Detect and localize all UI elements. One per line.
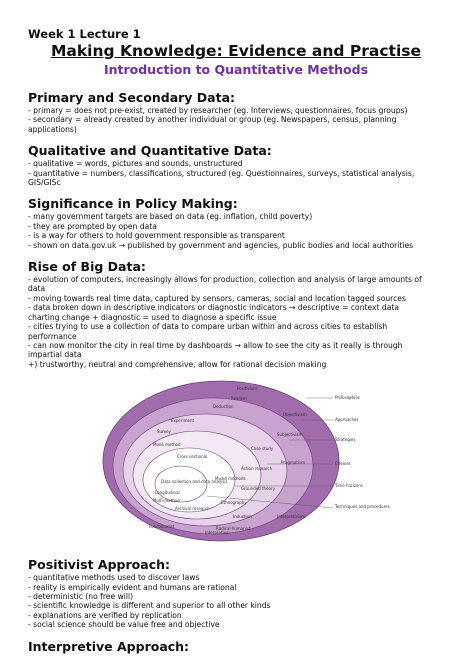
section-heading: Interpretive Approach: <box>28 638 190 654</box>
section-heading: Positivist Approach: <box>28 557 170 573</box>
label-archival-research: Archival research <box>175 506 210 512</box>
section-line: - scientific knowledge is different and superior to all other kinds <box>28 601 271 611</box>
section-qualitative-quantitative <box>28 143 444 187</box>
section-interpretive <box>28 639 444 654</box>
label-functionalist: Functionalist <box>149 524 175 530</box>
section-line: - moving towards real time data, captured by sensors, cameras, social and location tagged sources <box>28 293 406 303</box>
label-case-study: Case study <box>251 446 274 452</box>
label-objectivism: Objectivism <box>283 412 307 418</box>
legend-techniques: Techniques and procedures <box>335 504 390 510</box>
label-experiment: Experiment <box>171 418 195 424</box>
onion-core-techniques <box>155 466 207 502</box>
section-line: - many government targets are based on data (eg. inflation, child poverty) <box>28 212 313 222</box>
section-line: - deterministic (no free will) <box>28 591 134 601</box>
label-realism: Realism <box>231 396 247 402</box>
section-line: - quantitative = numbers, classifications, structured (eg. Questionnaires, surveys, statistical analysis, <box>28 168 415 178</box>
section-line: +) trustworthy, neutral and comprehensive, allow for rational decision making <box>28 359 327 369</box>
label-cross-sectional: Cross sectional <box>177 454 208 460</box>
section-big-data <box>28 259 444 369</box>
section-positivist <box>28 557 444 629</box>
label-induction: Induction <box>233 514 252 520</box>
sections-after-figure <box>28 557 444 653</box>
section-line: impartial data <box>28 350 82 360</box>
label-multi-method: Multi-method <box>153 498 180 504</box>
label-ethnography: Ethnography <box>221 500 247 506</box>
section-line: - social science should be value free and objective <box>28 620 220 630</box>
section-line: - can now monitor the city in real time by dashboards → allow to see the city as it really is through <box>28 340 403 350</box>
section-line: performance <box>28 331 77 341</box>
section-line: applications) <box>28 124 77 134</box>
label-longitudinal: Longitudinal <box>155 490 180 496</box>
page-title: Making Knowledge: Evidence and Practise <box>50 42 421 60</box>
sections-before-figure <box>28 90 444 369</box>
section-heading: Rise of Big Data: <box>28 259 146 275</box>
label-data-collection: Data collection and data analysis <box>161 479 228 485</box>
label-interpretive: Interpretive <box>205 530 229 536</box>
research-onion-figure <box>28 378 444 543</box>
label-action-research: Action research <box>241 466 273 472</box>
section-line: - evolution of computers, increasingly allows for production, collection and analysis of large amounts of <box>28 275 422 285</box>
section-line: - is a way for others to hold government responsible as transparent <box>28 231 285 241</box>
page-subtitle: Introduction to Quantitative Methods <box>103 62 369 77</box>
section-line: - quantitative methods used to discover laws <box>28 573 200 583</box>
legend-approaches: Approaches <box>335 417 359 423</box>
section-line: - explanations are verified by replication <box>28 610 182 620</box>
label-interpretivism: Interpretivism <box>277 514 306 520</box>
section-line: - data broken down in descriptive indicators or diagnostic indicators → descriptive = context data <box>28 303 400 313</box>
section-policy-making <box>28 196 444 250</box>
section-line: - secondary = already created by another individual or group (eg. Newspapers, census, planning <box>28 115 397 125</box>
label-mixed-methods: Mixed methods <box>215 476 246 482</box>
label-grounded-theory: Grounded theory <box>241 486 276 492</box>
legend-strategies: Strategies <box>335 437 356 443</box>
label-positivism: Positivism <box>237 386 258 392</box>
section-line: - shown on data.gov.uk → published by government and agencies, public bodies and local authorities <box>28 240 414 250</box>
section-heading: Primary and Secondary Data: <box>28 90 236 105</box>
section-heading: Significance in Policy Making: <box>28 196 238 212</box>
legend-philosophies: Philosophies <box>335 395 360 401</box>
section-heading: Qualitative and Quantitative Data: <box>28 143 272 159</box>
research-onion-diagram <box>101 378 390 543</box>
section-line: GIS/GISc <box>28 178 61 188</box>
label-deduction: Deduction <box>213 404 234 410</box>
label-mono-method: Mono method <box>153 442 181 448</box>
section-line: data <box>28 284 46 294</box>
week-label: Week 1 Lecture 1 <box>28 27 141 41</box>
section-line: - qualitative = words, pictures and sounds, unstructured <box>28 159 243 169</box>
legend-choices: Choices <box>335 461 351 467</box>
label-subjectivism: Subjectivism <box>277 432 303 438</box>
section-line: - primary = does not pre-exist, created by researcher (eg. Interviews, questionnaires, focus groups) <box>28 106 408 115</box>
section-line: - cities trying to use a collection of data to compare urban within and across cities to establish <box>28 322 388 332</box>
section-line: charting change + diagnostic = used to diagnose a specific issue <box>28 312 277 322</box>
label-radical-humanist: Radical humanist <box>216 526 251 532</box>
legend-time-horizons: Time horizons <box>335 483 363 489</box>
section-line: - they are prompted by open data <box>28 221 157 231</box>
section-line: - reality is empirically evident and humans are rational <box>28 582 237 592</box>
label-survey: Survey <box>157 429 171 435</box>
label-pragmatism: Pragmatism <box>281 460 305 466</box>
section-primary-secondary <box>28 90 444 134</box>
